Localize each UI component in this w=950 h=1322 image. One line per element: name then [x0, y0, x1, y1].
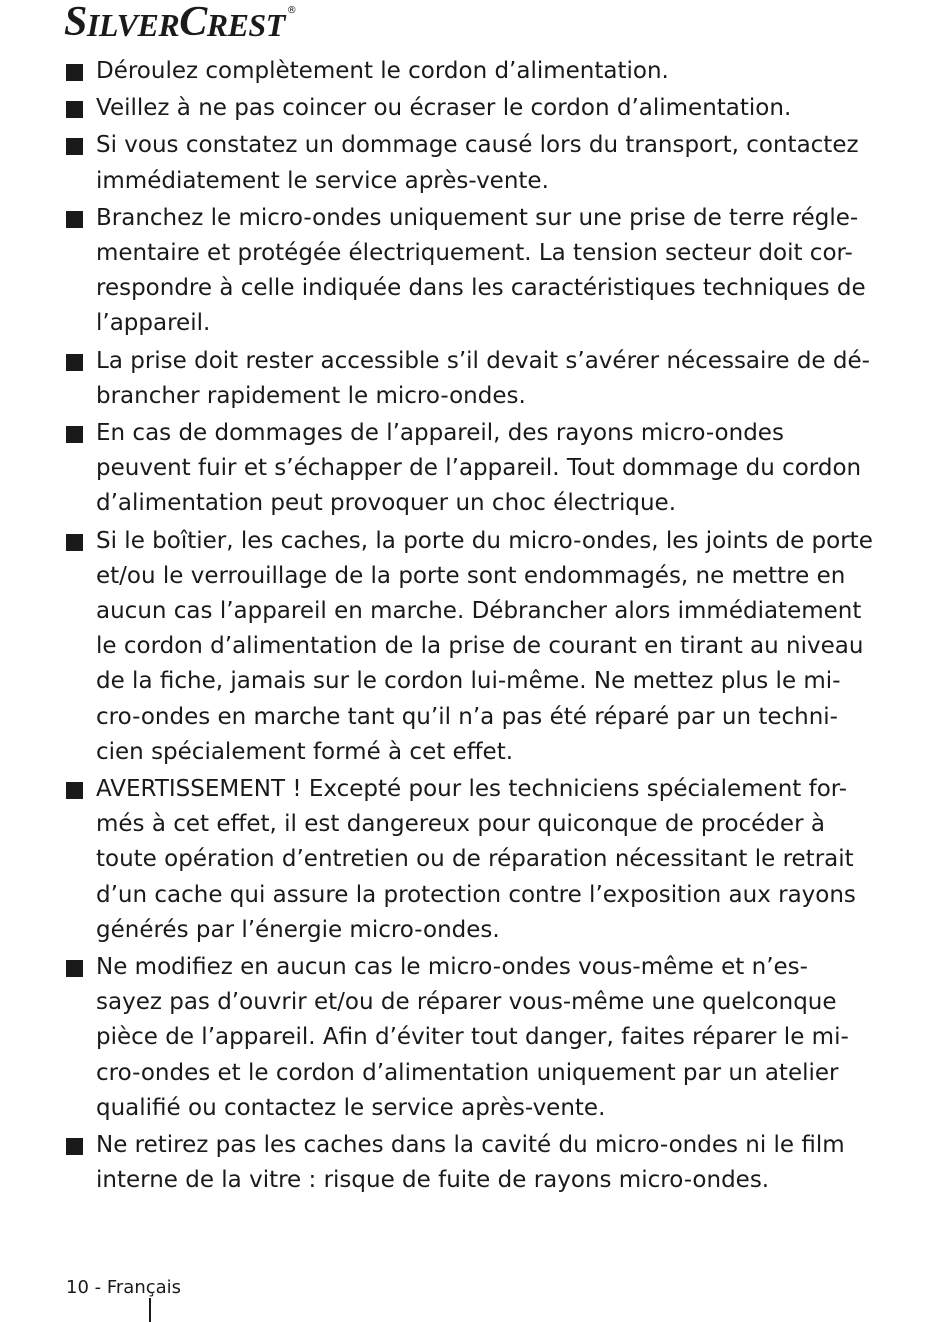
bullet-item [66, 128, 866, 198]
bullet-item [66, 1128, 866, 1198]
bullet-text-line: interne de la vitre : risque de fuite de rayons micro-ondes. [96, 1167, 770, 1194]
bullet-text-line: d’alimentation peut provoquer un choc électrique. [96, 490, 677, 517]
bullet-item [66, 54, 866, 89]
crop-mark [149, 1298, 151, 1322]
bullet-item [66, 416, 866, 522]
bullet-text-line: le cordon d’alimentation de la prise de courant en tirant au niveau [96, 633, 864, 660]
bullet-text-line: Si vous constatez un dommage causé lors du transport, contactez [96, 132, 859, 159]
bullet-text-line: pièce de l’appareil. Afin d’éviter tout danger, faites réparer le mi- [96, 1024, 849, 1051]
square-bullet-icon [66, 354, 83, 371]
bullet-text-line: respondre à celle indiquée dans les caractéristiques techniques de [96, 275, 866, 302]
bullet-item [66, 91, 866, 126]
bullet-item [66, 344, 870, 414]
bullet-text-line: l’appareil. [96, 310, 211, 337]
bullet-item [66, 772, 866, 948]
square-bullet-icon [66, 426, 83, 443]
bullet-text-line: de la fiche, jamais sur le cordon lui-même. Ne mettez plus le mi- [96, 668, 841, 695]
bullet-text-line: générés par l’énergie micro-ondes. [96, 916, 500, 943]
square-bullet-icon [66, 782, 83, 799]
bullet-text-line: cro-ondes et le cordon d’alimentation uniquement par un atelier [96, 1059, 839, 1086]
bullet-text-line: et/ou le verrouillage de la porte sont endommagés, ne mettre en [96, 562, 846, 589]
bullet-item [66, 524, 873, 770]
safety-bullet-list [66, 54, 873, 1201]
bullet-text-line: d’un cache qui assure la protection contre l’exposition aux rayons [96, 881, 856, 908]
bullet-text-line: qualifié ou contactez le service après-vente. [96, 1094, 606, 1121]
bullet-text-line: Si le boîtier, les caches, la porte du micro-ondes, les joints de porte [96, 527, 873, 554]
logo-letter: C [179, 0, 207, 45]
logo-letters: ILVER [86, 7, 180, 43]
registered-mark: ® [286, 5, 297, 16]
bullet-text-line: Branchez le micro-ondes uniquement sur une prise de terre régle- [96, 204, 859, 231]
bullet-text-line: immédiatement le service après-vente. [96, 167, 549, 194]
bullet-text-line: En cas de dommages de l’appareil, des rayons micro-ondes [96, 420, 784, 447]
square-bullet-icon [66, 138, 83, 155]
square-bullet-icon [66, 101, 83, 118]
square-bullet-icon [66, 1138, 83, 1155]
brand-logo [64, 0, 296, 44]
bullet-item [66, 950, 866, 1126]
bullet-text-line: sayez pas d’ouvrir et/ou de réparer vous-même une quelconque [96, 989, 837, 1016]
bullet-text-line: Déroulez complètement le cordon d’alimentation. [96, 58, 669, 84]
bullet-text-line: més à cet effet, il est dangereux pour quiconque de procéder à [96, 811, 825, 838]
square-bullet-icon [66, 960, 83, 977]
page-footer: 10 - Français [66, 1277, 182, 1298]
bullet-text-line: cien spécialement formé à cet effet. [96, 738, 514, 765]
square-bullet-icon [66, 64, 83, 81]
square-bullet-icon [66, 211, 83, 228]
bullet-text-line: mentaire et protégée électriquement. La tension secteur doit cor- [96, 240, 853, 267]
bullet-text-line: brancher rapidement le micro-ondes. [96, 382, 526, 409]
bullet-text-line: toute opération d’entretien ou de réparation nécessitant le retrait [96, 846, 854, 873]
bullet-text-line: peuvent fuir et s’échapper de l’appareil. Tout dommage du cordon [96, 455, 862, 482]
bullet-text-line: Ne modifiez en aucun cas le micro-ondes vous-même et n’es- [96, 954, 808, 981]
bullet-item [66, 201, 866, 342]
bullet-text-line: AVERTISSEMENT ! Excepté pour les techniciens spécialement for- [96, 776, 848, 803]
bullet-text-line: Ne retirez pas les caches dans la cavité du micro-ondes ni le film [96, 1132, 845, 1159]
bullet-text-line: aucun cas l’appareil en marche. Débrancher alors immédiatement [96, 598, 862, 625]
logo-letters: REST [206, 7, 285, 43]
square-bullet-icon [66, 534, 83, 551]
logo-letter: S [64, 0, 87, 45]
bullet-text-line: Veillez à ne pas coincer ou écraser le cordon d’alimentation. [96, 95, 792, 122]
bullet-text-line: La prise doit rester accessible s’il devait s’avérer nécessaire de dé- [96, 347, 870, 374]
bullet-text-line: cro-ondes en marche tant qu’il n’a pas été réparé par un techni- [96, 703, 838, 730]
